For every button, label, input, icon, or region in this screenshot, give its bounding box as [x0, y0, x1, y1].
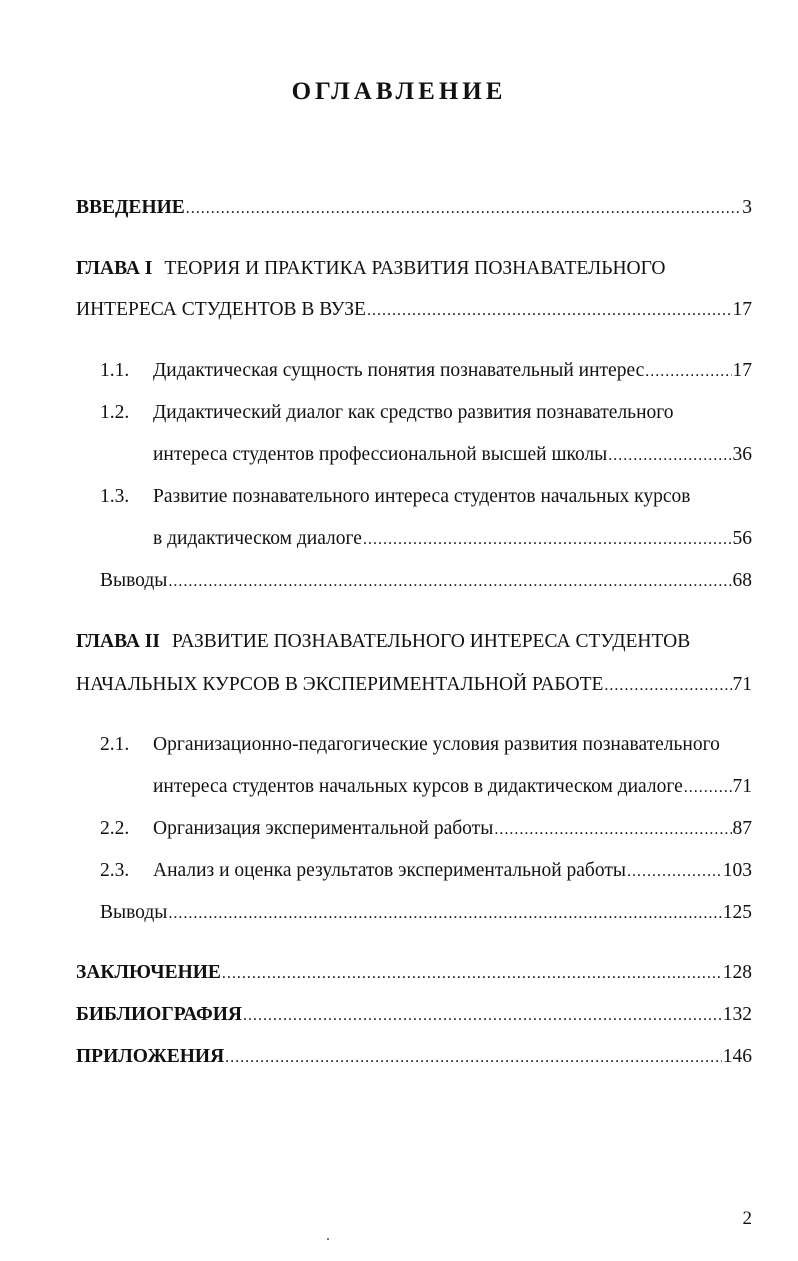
toc-page-number: 3	[742, 197, 752, 218]
section-title: Дидактическая сущность понятия познавательный интерес	[153, 360, 645, 381]
page-number: 2	[742, 1208, 752, 1229]
toc-leader-dots	[222, 962, 722, 986]
toc-entry-section-1-3-cont[interactable]	[153, 527, 752, 552]
chapter1-title-line1: ТЕОРИЯ И ПРАКТИКА РАЗВИТИЯ ПОЗНАВАТЕЛЬНОГО	[164, 258, 666, 279]
section-number: 1.1.	[100, 360, 130, 381]
page-title: ОГЛАВЛЕНИЕ	[291, 78, 507, 105]
toc-leader-dots	[243, 1004, 722, 1028]
toc-entry-section-2-2[interactable]	[100, 817, 752, 842]
section-number: 2.1.	[100, 734, 130, 755]
toc-entry-chapter1[interactable]	[76, 298, 752, 323]
toc-leader-dots	[225, 1046, 722, 1070]
section-title: Организация экспериментальной работы	[153, 818, 494, 839]
toc-leader-dots	[186, 197, 741, 221]
toc-chapter2-heading[interactable]	[76, 630, 752, 654]
toc-page-number: 125	[722, 902, 752, 923]
section-number: 1.3.	[100, 486, 130, 507]
section-title-cont: в дидактическом диалоге	[153, 528, 362, 549]
toc-leader-dots	[627, 860, 722, 884]
toc-chapter1-heading[interactable]	[76, 257, 752, 281]
conclusions-label: Выводы	[100, 570, 168, 591]
toc-entry-section-1-2[interactable]	[100, 401, 752, 425]
section-number: 1.2.	[100, 402, 130, 423]
section-number: 2.3.	[100, 860, 130, 881]
toc-page-number: 56	[732, 528, 752, 549]
toc-page-number: 128	[722, 962, 752, 983]
toc-entry-chapter2[interactable]	[76, 673, 752, 698]
toc-entry-section-1-1[interactable]	[100, 359, 752, 384]
toc-entry-chapter2-conclusions[interactable]	[100, 901, 752, 926]
scan-speck	[327, 1238, 329, 1240]
toc-entry-conclusion[interactable]	[76, 961, 752, 986]
section-number: 2.2.	[100, 818, 130, 839]
conclusions-label: Выводы	[100, 902, 168, 923]
chapter2-label: ГЛАВА II	[76, 631, 160, 652]
section-title: Дидактический диалог как средство развития познавательного	[153, 402, 674, 423]
chapter2-title-line2: НАЧАЛЬНЫХ КУРСОВ В ЭКСПЕРИМЕНТАЛЬНОЙ РАБОТЕ	[76, 674, 604, 695]
section-title: Анализ и оценка результатов экспериментальной работы	[153, 860, 626, 881]
toc-page-number: 17	[732, 299, 752, 320]
toc-page-number: 17	[732, 360, 752, 381]
bibliography-label: БИБЛИОГРАФИЯ	[76, 1004, 243, 1025]
toc-leader-dots	[684, 776, 732, 800]
toc-page-number: 146	[722, 1046, 752, 1067]
toc-entry-section-1-2-cont[interactable]	[153, 443, 752, 468]
section-title: Развитие познавательного интереса студентов начальных курсов	[153, 486, 691, 507]
toc-leader-dots	[604, 674, 731, 698]
toc-page-number: 71	[732, 776, 752, 797]
appendices-label: ПРИЛОЖЕНИЯ	[76, 1046, 225, 1067]
toc-entry-intro[interactable]	[76, 196, 752, 221]
chapter1-label: ГЛАВА I	[76, 258, 153, 279]
toc-leader-dots	[494, 818, 731, 842]
toc-page-number: 87	[732, 818, 752, 839]
toc-entry-section-1-3[interactable]	[100, 485, 752, 509]
section-title-cont: интереса студентов профессиональной высшей школы	[153, 444, 608, 465]
toc-page-number: 103	[722, 860, 752, 881]
toc-leader-dots	[645, 360, 731, 384]
toc-entry-section-2-1-cont[interactable]	[153, 775, 752, 800]
toc-entry-bibliography[interactable]	[76, 1003, 752, 1028]
toc-entry-chapter1-conclusions[interactable]	[100, 569, 752, 594]
section-title: Организационно-педагогические условия развития познавательного	[153, 734, 720, 755]
toc-page-number: 36	[732, 444, 752, 465]
toc-entry-appendices[interactable]	[76, 1045, 752, 1070]
section-title-cont: интереса студентов начальных курсов в дидактическом диалоге	[153, 776, 683, 797]
toc-page-number: 68	[732, 570, 752, 591]
chapter1-title-line2: ИНТЕРЕСА СТУДЕНТОВ В ВУЗЕ	[76, 299, 366, 320]
toc-entry-section-2-3[interactable]	[100, 859, 752, 884]
toc-page-number: 71	[732, 674, 752, 695]
toc-intro-label: ВВЕДЕНИЕ	[76, 197, 185, 218]
toc-leader-dots	[367, 299, 732, 323]
toc-leader-dots	[168, 570, 731, 594]
toc-leader-dots	[168, 902, 721, 926]
toc-entry-section-2-1[interactable]	[100, 733, 752, 757]
toc-leader-dots	[608, 444, 731, 468]
toc-leader-dots	[363, 528, 732, 552]
conclusion-label: ЗАКЛЮЧЕНИЕ	[76, 962, 221, 983]
toc-page-number: 132	[722, 1004, 752, 1025]
chapter2-title-line1: РАЗВИТИЕ ПОЗНАВАТЕЛЬНОГО ИНТЕРЕСА СТУДЕНТОВ	[172, 631, 691, 652]
